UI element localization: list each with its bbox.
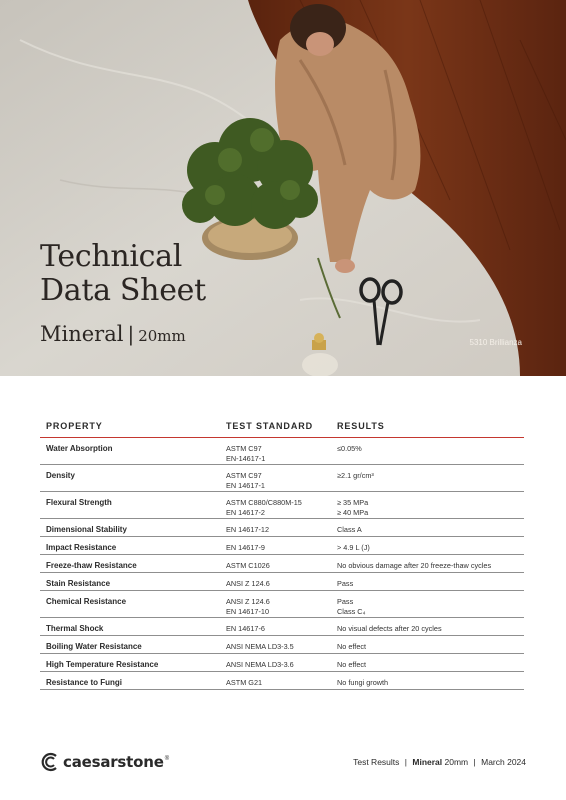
result-cell — [337, 591, 524, 617]
hero-illustration — [0, 0, 566, 376]
standard-value: EN-14617-1 — [226, 454, 266, 463]
standard-cell — [226, 519, 337, 536]
result-value: ≥ 40 MPa — [337, 508, 369, 517]
standard-cell — [226, 636, 337, 653]
result-value: No visual defects after 20 cycles — [337, 624, 442, 633]
result-cell — [337, 492, 524, 518]
standard-value: ASTM C97 — [226, 444, 262, 453]
result-cell — [337, 465, 524, 491]
header-test-standard: TEST STANDARD — [226, 421, 314, 431]
standard-cell — [226, 672, 337, 689]
result-value: No obvious damage after 20 freeze-thaw cycles — [337, 561, 492, 570]
standard-value: EN 14617-12 — [226, 525, 270, 534]
header-results: RESULTS — [337, 421, 385, 431]
hero-photo — [0, 0, 566, 376]
standard-value: ANSI Z 124.6 — [226, 579, 270, 588]
property-cell: Water Absorption — [46, 444, 113, 453]
registered-mark: ® — [164, 756, 170, 762]
standard-value: ANSI Z 124.6 — [226, 597, 270, 606]
result-cell — [337, 555, 524, 572]
product-thickness: 20mm — [138, 327, 186, 345]
result-cell — [337, 573, 524, 590]
table-row — [40, 654, 524, 672]
product-name: Mineral — [40, 322, 124, 346]
standard-value: ASTM C1026 — [226, 561, 270, 570]
property-cell: High Temperature Resistance — [46, 660, 159, 669]
standard-value: EN 14617-9 — [226, 543, 265, 552]
standard-cell — [226, 555, 337, 572]
footer-document-info — [353, 757, 526, 767]
table-row — [40, 636, 524, 654]
caesarstone-logo — [40, 752, 169, 772]
result-value: No fungi growth — [337, 678, 389, 687]
standard-cell — [226, 537, 337, 554]
footer-product: Mineral — [412, 757, 443, 767]
result-value: No effect — [337, 660, 367, 669]
table-row — [40, 537, 524, 555]
property-cell: Chemical Resistance — [46, 597, 127, 606]
result-cell — [337, 636, 524, 653]
person-hand — [335, 259, 355, 273]
standard-value: ASTM C97 — [226, 471, 262, 480]
property-cell: Impact Resistance — [46, 543, 117, 552]
standard-cell — [226, 654, 337, 671]
standard-value: EN 14617-2 — [226, 508, 265, 517]
table-row — [40, 618, 524, 636]
standard-cell — [226, 618, 337, 635]
result-cell — [337, 672, 524, 689]
standard-value: EN 14617-10 — [226, 607, 270, 616]
result-value: Pass — [337, 597, 354, 606]
property-cell: Boiling Water Resistance — [46, 642, 142, 651]
property-cell: Flexural Strength — [46, 498, 112, 507]
result-cell — [337, 519, 524, 536]
table-row — [40, 573, 524, 591]
table-row — [40, 465, 524, 492]
result-value: ≤0.05% — [337, 444, 362, 453]
technical-data-table — [40, 414, 524, 690]
standard-cell — [226, 492, 337, 518]
result-cell — [337, 618, 524, 635]
standard-cell — [226, 465, 337, 491]
result-value: ≥2.1 gr/cm³ — [337, 471, 374, 480]
standard-value: ANSI NEMA LD3-3.6 — [226, 660, 294, 669]
table-row — [40, 438, 524, 465]
table-header-row — [40, 414, 524, 438]
result-value: ≥ 35 MPa — [337, 498, 369, 507]
result-value: No effect — [337, 642, 367, 651]
property-cell: Dimensional Stability — [46, 525, 127, 534]
table-row — [40, 492, 524, 519]
property-cell: Density — [46, 471, 75, 480]
footer-separator: | — [473, 757, 476, 767]
property-cell: Stain Resistance — [46, 579, 111, 588]
result-cell — [337, 438, 524, 464]
footer-date: March 2024 — [481, 757, 526, 767]
subtitle-separator: | — [127, 322, 135, 346]
result-value: Class A — [337, 525, 362, 534]
photo-caption: 5310 Brillianza — [469, 338, 522, 347]
result-cell — [337, 537, 524, 554]
title-line-2: Data Sheet — [40, 273, 206, 308]
standard-value: ASTM G21 — [226, 678, 263, 687]
property-cell: Resistance to Fungi — [46, 678, 123, 687]
page-title — [40, 240, 206, 308]
product-subtitle — [40, 322, 186, 346]
standard-value: ASTM C880/C880M-15 — [226, 498, 302, 507]
table-row — [40, 519, 524, 537]
footer-label: Test Results — [353, 757, 400, 767]
standard-cell — [226, 573, 337, 590]
result-value: Pass — [337, 579, 354, 588]
standard-cell — [226, 438, 337, 464]
property-cell: Freeze-thaw Resistance — [46, 561, 137, 570]
standard-cell — [226, 591, 337, 617]
table-row — [40, 672, 524, 690]
logo-wordmark: caesarstone — [63, 753, 164, 771]
caesarstone-logo-icon — [40, 752, 60, 772]
standard-value: ANSI NEMA LD3-3.5 — [226, 642, 294, 651]
footer-thickness: 20mm — [444, 757, 469, 767]
result-cell — [337, 654, 524, 671]
header-property: PROPERTY — [46, 421, 103, 431]
standard-value: EN 14617-6 — [226, 624, 265, 633]
table-row — [40, 591, 524, 618]
property-cell: Thermal Shock — [46, 624, 104, 633]
title-line-1: Technical — [40, 239, 183, 274]
standard-value: EN 14617-1 — [226, 481, 265, 490]
table-row — [40, 555, 524, 573]
result-value: Class C₄ — [337, 607, 366, 616]
footer-separator: | — [404, 757, 407, 767]
result-value: > 4.9 L (J) — [337, 543, 370, 552]
